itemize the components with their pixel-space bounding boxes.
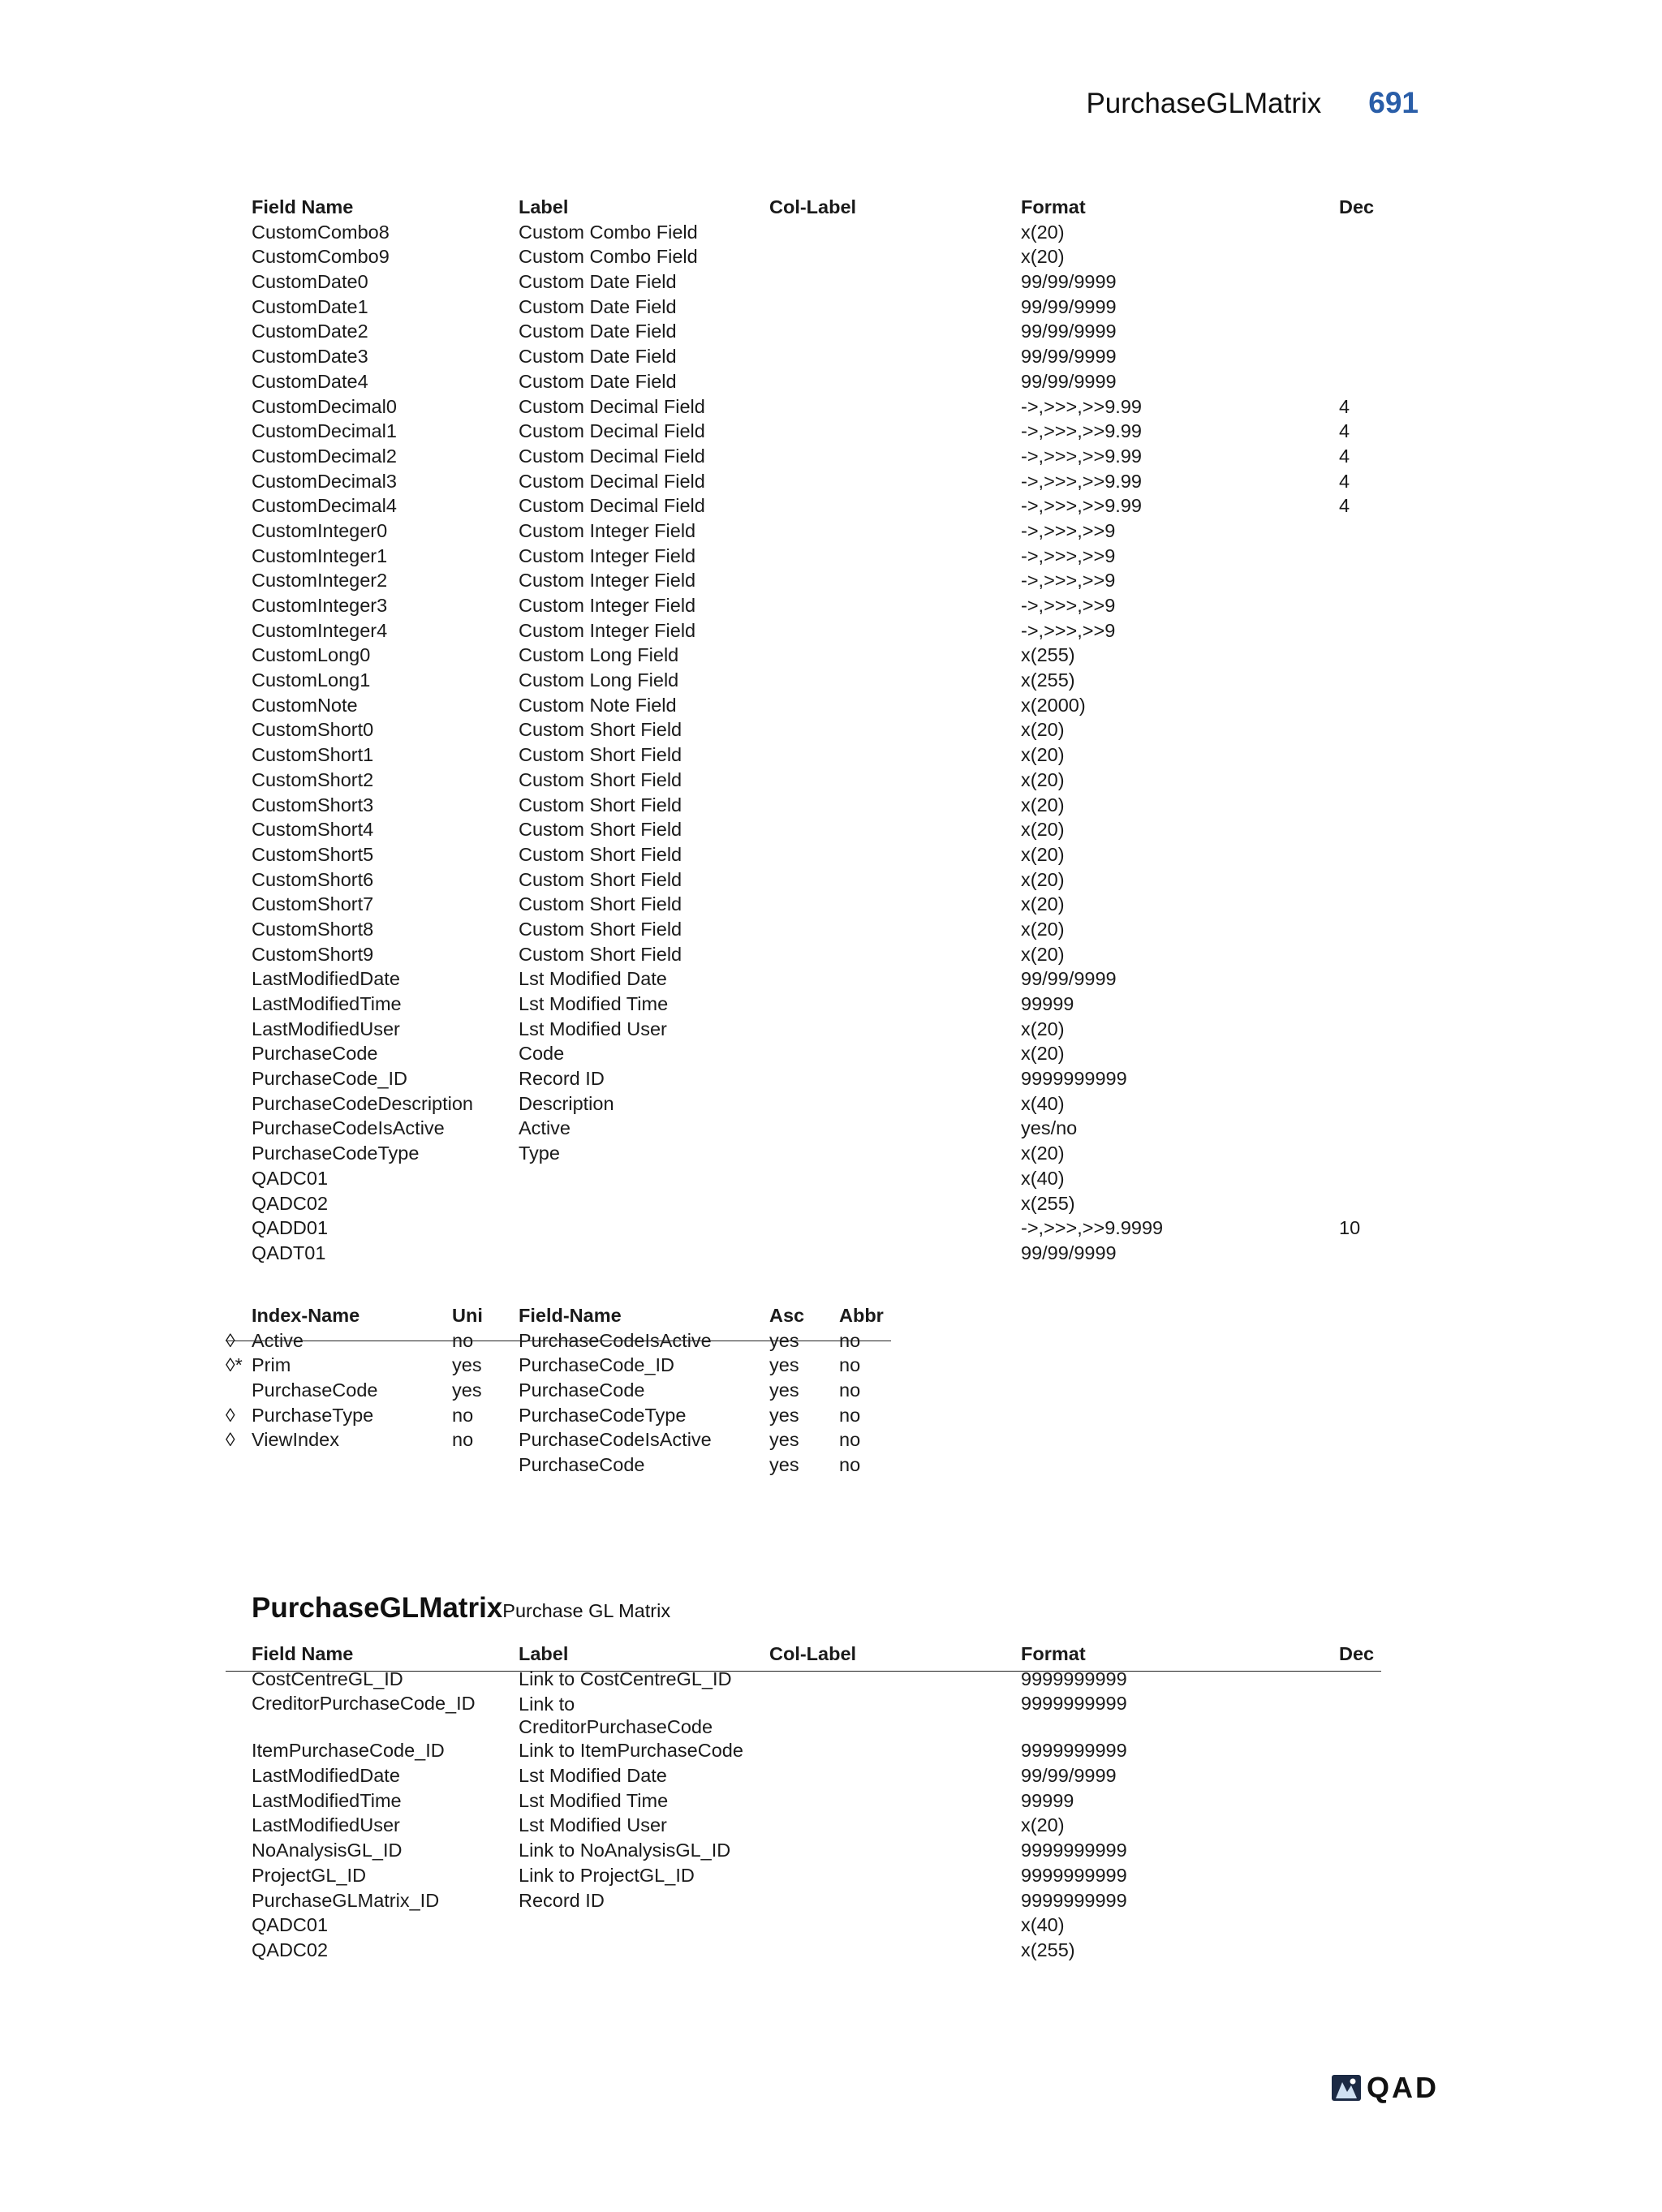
table-row <box>252 519 1380 544</box>
format-cell: ->,>>>,>>9.99 <box>1021 420 1142 442</box>
format-cell: 99/99/9999 <box>1021 321 1117 342</box>
header-field-name: Field Name <box>252 1643 354 1664</box>
table-row <box>252 544 1380 569</box>
ascending-cell: yes <box>769 1454 799 1476</box>
format-cell: yes/no <box>1021 1117 1078 1139</box>
table-row <box>252 768 1380 793</box>
field-name-cell: CustomShort9 <box>252 943 374 965</box>
field-name-cell: CustomDecimal2 <box>252 445 397 467</box>
table-row <box>252 493 1380 519</box>
field-name-cell: PurchaseGLMatrix_ID <box>252 1889 440 1911</box>
field-name-cell: PurchaseCodeIsActive <box>519 1329 712 1351</box>
field-name-cell: QADD01 <box>252 1217 329 1239</box>
field-name-cell: CustomInteger3 <box>252 595 388 616</box>
field-name-cell: CustomShort2 <box>252 768 374 790</box>
index-row <box>226 1353 893 1378</box>
format-cell: ->,>>>,>>9 <box>1021 544 1116 566</box>
label-cell: Custom Short Field <box>519 893 682 915</box>
format-cell: 9999999999 <box>1021 1864 1127 1886</box>
table-header-row <box>252 1642 1380 1667</box>
label-cell: Record ID <box>519 1889 605 1911</box>
index-header-row <box>252 1303 893 1328</box>
field-table-2 <box>252 1642 1380 1963</box>
table-row <box>252 369 1380 394</box>
label-cell: Custom Note Field <box>519 694 677 716</box>
field-name-cell: CustomInteger2 <box>252 570 388 592</box>
format-cell: 99/99/9999 <box>1021 271 1117 293</box>
label-cell: Lst Modified User <box>519 1018 667 1039</box>
field-name-cell: PurchaseCode <box>519 1454 645 1476</box>
table-row <box>252 220 1380 245</box>
table-row <box>252 992 1380 1017</box>
ascending-cell: yes <box>769 1354 799 1376</box>
label-cell: Custom Decimal Field <box>519 495 705 517</box>
format-cell: 9999999999 <box>1021 1740 1127 1762</box>
format-cell: x(20) <box>1021 1043 1065 1065</box>
field-name-cell: PurchaseCodeType <box>252 1143 420 1164</box>
label-cell: Custom Short Field <box>519 868 682 890</box>
label-cell: Custom Short Field <box>519 918 682 940</box>
field-name-cell: CustomInteger0 <box>252 519 388 541</box>
header-index-name: Index-Name <box>252 1305 360 1326</box>
unique-cell: no <box>452 1329 474 1351</box>
index-row <box>252 1452 893 1478</box>
field-name-cell: CustomDecimal1 <box>252 420 397 442</box>
label-cell: Custom Short Field <box>519 819 682 841</box>
header-field-name: Field Name <box>252 196 354 217</box>
format-cell: x(20) <box>1021 246 1065 268</box>
format-cell: ->,>>>,>>9 <box>1021 595 1116 616</box>
table-row <box>252 419 1380 444</box>
header-uni: Uni <box>452 1305 483 1326</box>
header-col-label: Col-Label <box>769 1643 857 1664</box>
format-cell: x(255) <box>1021 644 1075 666</box>
label-cell: Custom Date Field <box>519 370 677 392</box>
qad-logo <box>1331 2071 1439 2105</box>
format-cell: x(20) <box>1021 744 1065 766</box>
unique-cell: yes <box>452 1379 482 1401</box>
field-name-cell: PurchaseCodeIsActive <box>519 1429 712 1451</box>
format-cell: 9999999999 <box>1021 1668 1127 1689</box>
format-cell: x(255) <box>1021 1939 1075 1960</box>
label-cell: Custom Long Field <box>519 669 679 691</box>
field-name-cell: PurchaseCode <box>252 1043 378 1065</box>
format-cell: 99/99/9999 <box>1021 1242 1117 1263</box>
table-row <box>252 295 1380 320</box>
field-name-cell: LastModifiedUser <box>252 1814 400 1836</box>
table-row <box>252 1763 1380 1788</box>
format-cell: x(20) <box>1021 1143 1065 1164</box>
format-cell: x(40) <box>1021 1167 1065 1189</box>
format-cell: 9999999999 <box>1021 1693 1127 1715</box>
format-cell: x(20) <box>1021 819 1065 841</box>
running-title: PurchaseGLMatrix <box>1086 88 1322 119</box>
field-name-cell: CustomLong1 <box>252 669 371 691</box>
index-row <box>226 1427 893 1452</box>
table-row <box>252 742 1380 768</box>
unique-cell: yes <box>452 1354 482 1376</box>
header-asc: Asc <box>769 1305 805 1326</box>
format-cell: x(2000) <box>1021 694 1086 716</box>
label-cell: Lst Modified Time <box>519 1789 669 1811</box>
field-name-cell: QADC02 <box>252 1192 329 1214</box>
dec-cell: 4 <box>1339 495 1350 517</box>
page-number: 691 <box>1368 86 1419 119</box>
header-dec: Dec <box>1339 1643 1375 1664</box>
format-cell: ->,>>>,>>9 <box>1021 519 1116 541</box>
field-name-cell: CustomShort0 <box>252 719 374 741</box>
label-cell: Custom Integer Field <box>519 519 696 541</box>
ascending-cell: yes <box>769 1429 799 1451</box>
label-cell: Custom Decimal Field <box>519 445 705 467</box>
label-cell: Link to ProjectGL_ID <box>519 1864 695 1886</box>
table-row <box>252 319 1380 344</box>
field-name-cell: CustomDate2 <box>252 321 368 342</box>
label-cell: Lst Modified Date <box>519 968 667 990</box>
format-cell: x(20) <box>1021 719 1065 741</box>
ascending-cell: yes <box>769 1379 799 1401</box>
dec-cell: 4 <box>1339 420 1350 442</box>
field-name-cell: CustomDecimal4 <box>252 495 397 517</box>
field-name-cell: CustomDate0 <box>252 271 368 293</box>
header-format: Format <box>1021 196 1086 217</box>
table-row <box>252 1141 1380 1166</box>
dec-cell: 4 <box>1339 470 1350 492</box>
table-row <box>252 1691 1380 1738</box>
header-label: Label <box>519 196 569 217</box>
format-cell: x(20) <box>1021 1018 1065 1039</box>
table-row <box>252 643 1380 668</box>
index-name-cell: Active <box>252 1329 304 1351</box>
field-name-cell: ItemPurchaseCode_ID <box>252 1740 445 1762</box>
table-row <box>252 1216 1380 1241</box>
label-cell: Custom Decimal Field <box>519 470 705 492</box>
index-name-cell: PurchaseType <box>252 1404 374 1426</box>
unique-cell: no <box>452 1404 474 1426</box>
field-name-cell: PurchaseCode_ID <box>252 1068 408 1090</box>
field-name-cell: CreditorPurchaseCode_ID <box>252 1693 476 1715</box>
field-name-cell: CustomShort5 <box>252 843 374 865</box>
dec-cell: 10 <box>1339 1217 1361 1239</box>
format-cell: ->,>>>,>>9.99 <box>1021 445 1142 467</box>
table-row <box>252 966 1380 992</box>
label-cell: Custom Date Field <box>519 271 677 293</box>
index-name-cell: Prim <box>252 1354 291 1376</box>
table-row <box>252 394 1380 420</box>
label-cell: Custom Short Field <box>519 943 682 965</box>
format-cell: x(20) <box>1021 221 1065 243</box>
index-marker: ◊ <box>226 1329 235 1351</box>
dec-cell: 4 <box>1339 445 1350 467</box>
unique-cell: no <box>452 1429 474 1451</box>
field-name-cell: CustomShort4 <box>252 819 374 841</box>
label-cell: Record ID <box>519 1068 605 1090</box>
label-cell: Lst Modified Time <box>519 993 669 1014</box>
format-cell: x(20) <box>1021 768 1065 790</box>
label-cell: Custom Integer Field <box>519 619 696 641</box>
format-cell: 99/99/9999 <box>1021 1765 1117 1787</box>
field-name-cell: CustomDate3 <box>252 346 368 368</box>
table-row <box>252 1116 1380 1141</box>
field-name-cell: CustomShort3 <box>252 794 374 816</box>
label-cell: Active <box>519 1117 571 1139</box>
index-table <box>226 1303 893 1478</box>
table-row <box>252 1813 1380 1838</box>
field-name-cell: CustomDecimal0 <box>252 395 397 417</box>
label-cell: Code <box>519 1043 565 1065</box>
table-row <box>252 344 1380 369</box>
table-row <box>252 444 1380 469</box>
label-cell: Custom Integer Field <box>519 595 696 616</box>
table-heading <box>252 1592 670 1625</box>
format-cell: ->,>>>,>>9 <box>1021 570 1116 592</box>
header-label: Label <box>519 1643 569 1664</box>
table-heading-title: PurchaseGLMatrix <box>252 1592 503 1624</box>
field-name-cell: CustomLong0 <box>252 644 371 666</box>
field-name-cell: QADT01 <box>252 1242 326 1263</box>
label-cell: Custom Integer Field <box>519 570 696 592</box>
label-cell: Custom Short Field <box>519 768 682 790</box>
format-cell: 99/99/9999 <box>1021 968 1117 990</box>
format-cell: x(20) <box>1021 943 1065 965</box>
table-row <box>252 269 1380 295</box>
format-cell: 99999 <box>1021 1789 1074 1811</box>
format-cell: 99/99/9999 <box>1021 370 1117 392</box>
field-name-cell: QADC01 <box>252 1167 329 1189</box>
index-row <box>252 1378 893 1403</box>
field-table-2-header-rule <box>226 1671 1381 1672</box>
format-cell: 9999999999 <box>1021 1840 1127 1861</box>
label-cell: Custom Date Field <box>519 346 677 368</box>
field-name-cell: CustomShort6 <box>252 868 374 890</box>
format-cell: 99/99/9999 <box>1021 295 1117 317</box>
label-cell: Custom Short Field <box>519 744 682 766</box>
format-cell: x(20) <box>1021 893 1065 915</box>
field-name-cell: QADC01 <box>252 1914 329 1936</box>
header-field-name: Field-Name <box>519 1305 622 1326</box>
table-row <box>252 1091 1380 1117</box>
field-name-cell: CustomInteger1 <box>252 544 388 566</box>
table-header-row <box>252 195 1380 220</box>
field-name-cell: CustomDate1 <box>252 295 368 317</box>
table-row <box>252 892 1380 917</box>
format-cell: 9999999999 <box>1021 1889 1127 1911</box>
format-cell: x(20) <box>1021 1814 1065 1836</box>
table-row <box>252 1241 1380 1266</box>
table-row <box>252 917 1380 942</box>
label-cell: Custom Decimal Field <box>519 420 705 442</box>
field-name-cell: PurchaseCode_ID <box>519 1354 675 1376</box>
field-name-cell: CustomNote <box>252 694 358 716</box>
abbreviated-cell: no <box>839 1379 861 1401</box>
format-cell: x(20) <box>1021 794 1065 816</box>
dec-cell: 4 <box>1339 395 1350 417</box>
label-cell: Custom Date Field <box>519 321 677 342</box>
table-row <box>252 1938 1380 1963</box>
label-cell: Custom Short Field <box>519 719 682 741</box>
label-cell: Lst Modified User <box>519 1814 667 1836</box>
index-row <box>226 1403 893 1428</box>
field-name-cell: CustomShort1 <box>252 744 374 766</box>
field-name-cell: CustomCombo9 <box>252 246 390 268</box>
label-cell: Custom Combo Field <box>519 246 698 268</box>
header-col-label: Col-Label <box>769 196 857 217</box>
field-name-cell: LastModifiedUser <box>252 1018 400 1039</box>
header-dec: Dec <box>1339 196 1375 217</box>
field-name-cell: NoAnalysisGL_ID <box>252 1840 403 1861</box>
field-name-cell: PurchaseCodeDescription <box>252 1092 474 1114</box>
format-cell: x(20) <box>1021 868 1065 890</box>
qad-logo-icon <box>1331 2074 1362 2102</box>
format-cell: 99999 <box>1021 993 1074 1014</box>
field-name-cell: PurchaseCodeType <box>519 1404 687 1426</box>
format-cell: ->,>>>,>>9 <box>1021 619 1116 641</box>
label-cell: Custom Combo Field <box>519 221 698 243</box>
label-cell: Link to CostCentreGL_ID <box>519 1668 732 1689</box>
table-row <box>252 867 1380 893</box>
format-cell: x(40) <box>1021 1914 1065 1936</box>
table-row <box>252 693 1380 718</box>
table-heading-description: Purchase GL Matrix <box>502 1600 671 1621</box>
format-cell: ->,>>>,>>9.99 <box>1021 470 1142 492</box>
index-marker: ◊ <box>226 1404 235 1426</box>
table-row <box>252 817 1380 842</box>
table-row <box>252 1838 1380 1863</box>
table-row <box>252 942 1380 967</box>
table-row <box>252 793 1380 818</box>
label-cell: Type <box>519 1143 560 1164</box>
label-cell: Custom Integer Field <box>519 544 696 566</box>
format-cell: 9999999999 <box>1021 1068 1127 1090</box>
table-row <box>252 1913 1380 1938</box>
page-header <box>1086 86 1419 120</box>
format-cell: 99/99/9999 <box>1021 346 1117 368</box>
label-cell: Custom Long Field <box>519 644 679 666</box>
table-row <box>252 842 1380 867</box>
table-row <box>252 1166 1380 1191</box>
field-name-cell: LastModifiedDate <box>252 968 400 990</box>
format-cell: x(20) <box>1021 918 1065 940</box>
field-name-cell: LastModifiedDate <box>252 1765 400 1787</box>
field-name-cell: CustomDate4 <box>252 370 368 392</box>
table-row <box>252 1041 1380 1066</box>
field-name-cell: CostCentreGL_ID <box>252 1668 403 1689</box>
header-format: Format <box>1021 1643 1086 1664</box>
label-cell: Custom Short Field <box>519 794 682 816</box>
table-row <box>252 593 1380 618</box>
format-cell: x(255) <box>1021 1192 1075 1214</box>
table-row <box>252 469 1380 494</box>
abbreviated-cell: no <box>839 1429 861 1451</box>
table-row <box>252 1738 1380 1763</box>
table-row <box>252 1066 1380 1091</box>
field-name-cell: CustomCombo8 <box>252 221 390 243</box>
abbreviated-cell: no <box>839 1404 861 1426</box>
field-name-cell: CustomDecimal3 <box>252 470 397 492</box>
qad-logo-text: QAD <box>1367 2071 1439 2104</box>
format-cell: x(40) <box>1021 1092 1065 1114</box>
index-name-cell: ViewIndex <box>252 1429 339 1451</box>
header-abbr: Abbr <box>839 1305 884 1326</box>
table-row <box>252 568 1380 593</box>
table-row <box>252 668 1380 693</box>
table-row <box>252 618 1380 643</box>
table-row <box>252 1191 1380 1216</box>
abbreviated-cell: no <box>839 1329 861 1351</box>
label-cell: Custom Short Field <box>519 843 682 865</box>
field-name-cell: CustomShort8 <box>252 918 374 940</box>
field-table-1 <box>252 195 1380 1266</box>
table-row <box>252 1017 1380 1042</box>
format-cell: ->,>>>,>>9.99 <box>1021 395 1142 417</box>
format-cell: ->,>>>,>>9.99 <box>1021 495 1142 517</box>
ascending-cell: yes <box>769 1404 799 1426</box>
index-marker: ◊* <box>226 1354 243 1376</box>
label-cell: Custom Decimal Field <box>519 395 705 417</box>
table-row <box>252 717 1380 742</box>
label-cell: Description <box>519 1092 614 1114</box>
label-cell: Link to CreditorPurchaseCode <box>519 1693 713 1738</box>
table-row <box>252 1888 1380 1913</box>
label-cell: Custom Date Field <box>519 295 677 317</box>
index-name-cell: PurchaseCode <box>252 1379 378 1401</box>
ascending-cell: yes <box>769 1329 799 1351</box>
field-name-cell: QADC02 <box>252 1939 329 1960</box>
format-cell: x(20) <box>1021 843 1065 865</box>
label-cell: Link to NoAnalysisGL_ID <box>519 1840 731 1861</box>
format-cell: x(255) <box>1021 669 1075 691</box>
field-name-cell: ProjectGL_ID <box>252 1864 367 1886</box>
abbreviated-cell: no <box>839 1454 861 1476</box>
field-name-cell: PurchaseCode <box>519 1379 645 1401</box>
label-cell: Lst Modified Date <box>519 1765 667 1787</box>
field-name-cell: LastModifiedTime <box>252 1789 402 1811</box>
field-name-cell: LastModifiedTime <box>252 993 402 1014</box>
field-name-cell: PurchaseCodeIsActive <box>252 1117 445 1139</box>
field-name-cell: CustomInteger4 <box>252 619 388 641</box>
table-row <box>252 1863 1380 1888</box>
abbreviated-cell: no <box>839 1354 861 1376</box>
field-name-cell: CustomShort7 <box>252 893 374 915</box>
label-cell: Link to ItemPurchaseCode <box>519 1740 743 1762</box>
index-marker: ◊ <box>226 1429 235 1451</box>
table-row <box>252 244 1380 269</box>
table-row <box>252 1788 1380 1814</box>
format-cell: ->,>>>,>>9.9999 <box>1021 1217 1164 1239</box>
